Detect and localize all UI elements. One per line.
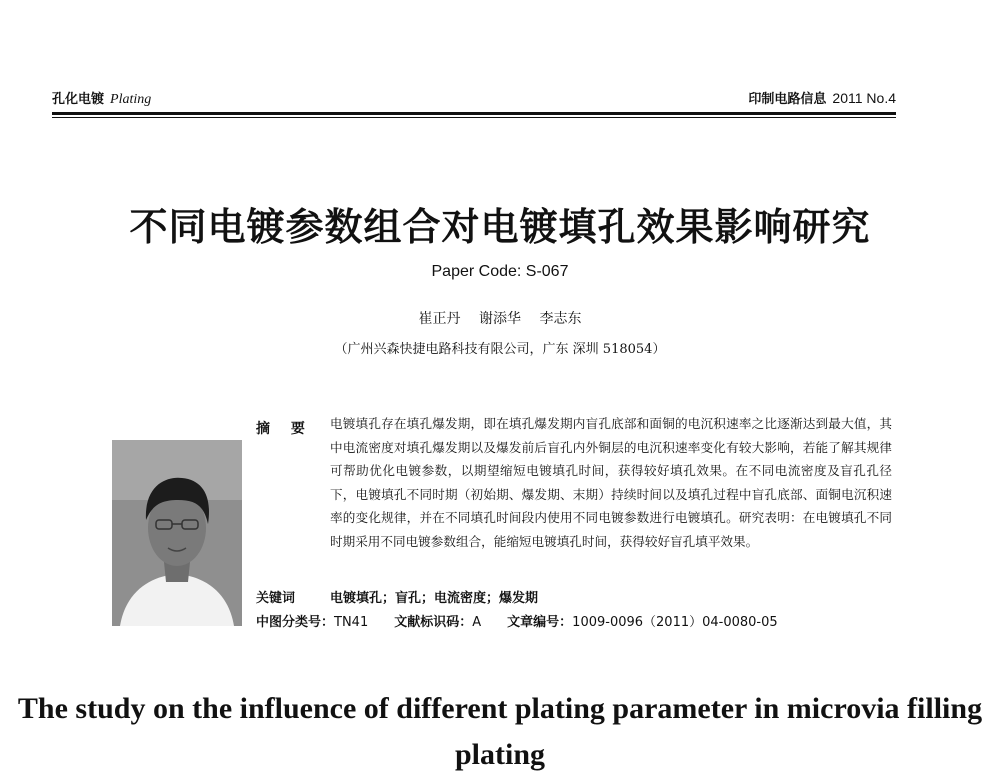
section-label: [52, 88, 151, 108]
paper-title-cn: 不同电镀参数组合对电镀填孔效果影响研究: [129, 205, 871, 249]
keywords-row: [256, 587, 538, 606]
header-rule-thick: [52, 112, 896, 115]
doc-code-value: A: [472, 615, 482, 630]
paper-code: Paper Code: S-067: [431, 263, 569, 280]
keywords-text: 电镀填孔；盲孔；电流密度；爆发期: [330, 591, 539, 606]
author-list: 崔正丹 谢添华 李志东: [418, 311, 582, 327]
journal-label: [748, 88, 896, 107]
article-number-label: 文章编号：: [507, 615, 573, 630]
abstract-label: 摘 要: [256, 421, 313, 437]
clc-value: TN41: [334, 615, 369, 630]
journal-issue: 2011 No.4: [832, 90, 896, 106]
journal-name: 印制电路信息: [748, 92, 827, 107]
running-header: [52, 88, 896, 110]
header-rule-thin: [52, 117, 896, 118]
author-portrait-image: [112, 440, 242, 626]
section-cn: 孔化电镀: [52, 92, 105, 107]
abstract-text: 电镀填孔存在填孔爆发期，即在填孔爆发期内盲孔底部和面铜的电沉积速率之比逐渐达到最大值，其中电流密度对填孔爆发期以及爆发前后盲孔内外铜层的电沉积速率变化有较大影响，若能了解其规律可帮助优化电镀参数，以期望缩短电镀填孔时间，获得较好填孔效果。在不同电流密度及盲孔孔径下，电镀填孔不同时期（初始期、爆发期、末期）持续时间以及填孔过程中盲孔底部、面铜电沉积速率的变化规律，并在不同填孔时间段内使用不同电镀参数进行电镀填孔。研究表明：在电镀填孔不同时期采用不同电镀参数组合，能缩短电镀填孔时间，获得较好盲孔填平效果。: [330, 416, 892, 549]
article-number-value: 1009-0096（2011）04-0080-05: [572, 615, 778, 630]
author-photo: [112, 440, 242, 626]
clc-label: 中图分类号：: [256, 615, 335, 630]
affiliation: （广州兴森快捷电路科技有限公司，广东 深圳 518054）: [334, 342, 666, 357]
doc-code-label: 文献标识码：: [394, 615, 473, 630]
classification-row: [256, 611, 778, 630]
section-en: Plating: [110, 92, 152, 107]
keywords-label: 关键词: [256, 591, 296, 606]
paper-title-en: The study on the influence of different plating parameter in microvia filling plating: [17, 692, 983, 771]
